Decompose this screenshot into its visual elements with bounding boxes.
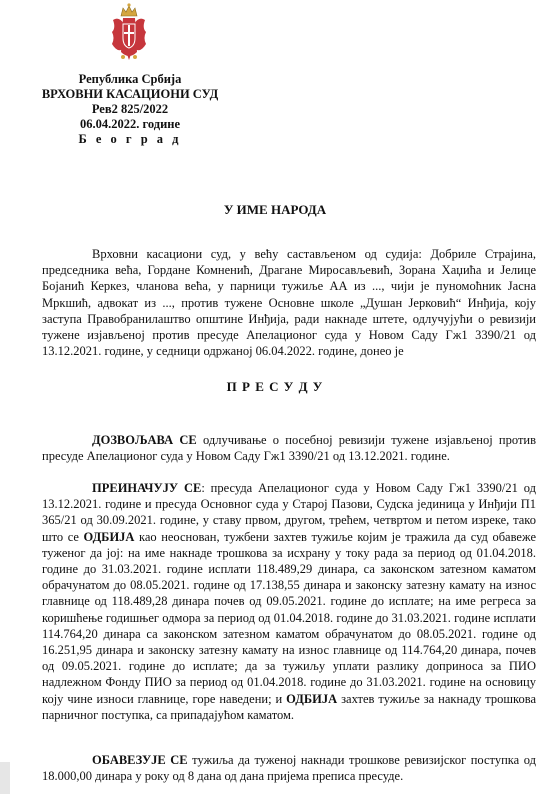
ruling-keyword: ОДБИЈА xyxy=(83,529,135,544)
city-name: Б е о г р а д xyxy=(78,132,182,146)
ruling-keyword: ОДБИЈА xyxy=(286,691,338,706)
ruling-paragraph-3 xyxy=(42,752,536,784)
ruling-text: тужиља да туженој накнади трошкове ревизијског поступка од 18.000,00 динара у року од 8 дана од дана пријема преписа пресуде. xyxy=(42,753,537,784)
ruling-keyword: ОБАВЕЗУЈЕ СЕ xyxy=(92,753,188,767)
court-header xyxy=(20,72,240,147)
ruling-text: одлучивање о посебној ревизији тужене изјављеној против пресуде Апелационог суда у Новом Саду Гж1 3390/21 од 13.12.2021. године. xyxy=(42,433,536,464)
case-number: Рев2 825/2022 xyxy=(91,102,169,116)
ruling-text: као неоснован, тужбени захтев тужиље којим је тражила да суд обавеже туженог да јој: на име накнаде трошкова за исхрану у току рада за период од 01.04.2018. године до 31.03.2021. године исплати 118.489,29 динара, са законском затезном каматом обрачунатом до 08.05.2021. године од 17.138,55 динара и законску затезну камату на износ главнице од 118.489,28 динара почев од 09.05.2021. године до исплате; на име регреса за коришћење годишњег одмора за период од 01.04.2018. године до 31.03.2021. године исплати 114.764,20 динара са законском затезном каматом обрачунатом до 08.05.2021. године од 16.251,95 динара и законску затезну камату на износ главнице од 114.764,20 динара, почев од 09.05.2021. године до исплате; да за тужиљу уплати разлику доприноса за ПИО надлежном Фонду ПИО за период од 01.04.2018. године до 31.03.2021. године на основицу коју чине износи главнице, горе наведени; и xyxy=(42,529,536,706)
intro-paragraph: Врховни касациони суд, у већу састављеном од судија: Добриле Страјина, председника већа, Гордане Комненић, Драгане Миросављевић, Зорана Хаџића и Јелице Бојанић Керкез, чланова већа, у парници тужиље АА из ..., чији је пуномоћник Јасна Мркшић, адвокат из ..., против тужене Основне школе „Душан Јерковић“ Инђија, коју заступа Правобранилаштво општине Инђија, ради накнаде штете, одлучујући о ревизији тужене изјављеној против пресуде Апелационог суда у Новом Саду Гж1 3390/21 од 13.12.2021. године, у седници одржаној 06.04.2022. године, донео је xyxy=(42,247,536,359)
scan-edge-artifact xyxy=(0,762,10,794)
coat-of-arms-icon xyxy=(110,2,148,64)
ruling-paragraph-2 xyxy=(42,480,536,723)
decision-date: 06.04.2022. године xyxy=(79,117,181,131)
ruling-text: : пресуда Апелационог суда у Новом Саду Гж1 3390/21 од 13.12.2021. године и пресуда Основног суда у Старој Пазови, Судска јединица у Инђији П1 365/21 од 30.09.2021. године, у ставу првом, другом, трећем, четвртом и петом изреке, тако што се xyxy=(42,481,537,544)
court-name: ВРХОВНИ КАСАЦИОНИ СУД xyxy=(41,87,219,101)
ruling-text: захтев тужиље за накнаду трошкова парничног поступка, са припадајућом каматом. xyxy=(42,691,536,722)
in-the-name-of-people-heading: У ИМЕ НАРОДА xyxy=(223,202,327,217)
country-name: Република Србија xyxy=(78,72,182,86)
ruling-paragraph-1 xyxy=(42,432,536,464)
ruling-keyword: ДОЗВОЉАВА СЕ xyxy=(92,433,197,447)
ruling-keyword: ПРЕИНАЧУЈУ СЕ xyxy=(92,481,202,495)
verdict-heading: П Р Е С У Д У xyxy=(226,379,324,394)
